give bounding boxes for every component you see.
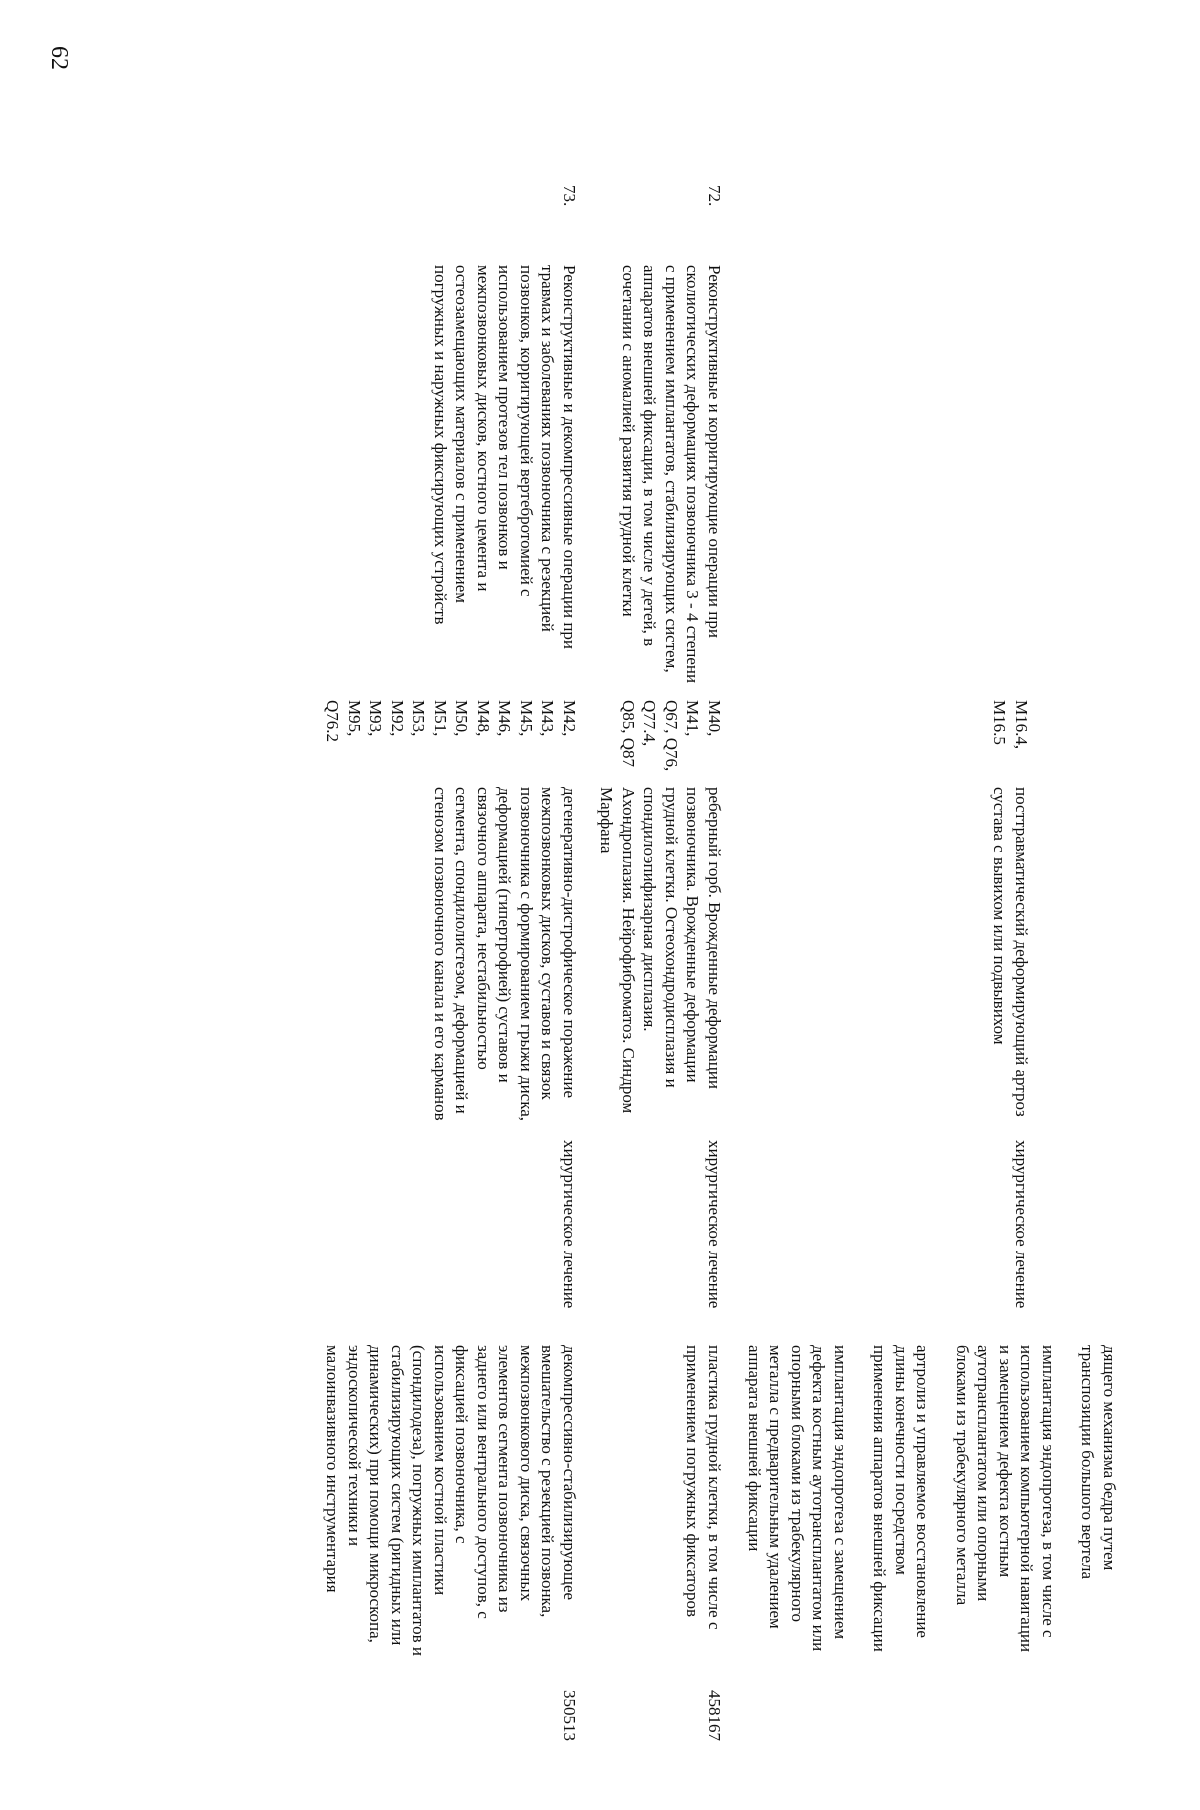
icd-codes: М42, М43, М45, М46, М48, М50, М51, М53, М92, М93, М95, Q76.2 [323,700,579,743]
treatment-type: хирургическое лечение [560,1140,579,1309]
method-item: пластика грудной клетки, в том числе с применением погружных фиксаторов [683,1345,724,1630]
treatment-methods [726,1345,1121,1660]
method-item: артролиз и управляемое восстановление длины конечности посредством применения аппаратов внешней фиксации [870,1345,933,1652]
method-item: дящего механизма бедра путем транспозиции большого вертела [1078,1345,1119,1580]
patient-model: посттравматический деформирующий артроз сустава с вывихом или подвывихом [990,787,1031,1117]
procedure-name: Реконструктивные и декомпрессивные операции при травмах и заболеваниях позвоночника с резекцией позвонков, корригирующей вертебротомией с использованием протезов тел позвонков и межпозвонковых дисков, костного цемента и остеозамещающих материалов с применением погружных и наружных фиксирующих устройств [431,265,579,650]
patient-model: дегенеративно-дистрофическое поражение межпозвонковых дисков, суставов и связок позвоночника с формированием грыжи диска, деформацией (гипертрофией) суставов и связочного аппарата, нестабильностью сегмента, спондилолистезом, деформацией и стенозом позвоночного канала и его карманов [431,787,579,1122]
treatment-methods [322,1345,580,1660]
cost-value: 350513 [560,1690,579,1741]
icd-codes: М16.4, М16.5 [990,700,1031,750]
method-item: имплантация эндопротеза, в том числе с использованием компьютерной навигации и замещением дефекта костным аутотрансплантатом или опорными блоками из трабекулярного металла [953,1345,1058,1653]
treatment-methods [682,1345,725,1660]
page-number: 62 [46,46,72,70]
table-body [100,185,1120,1741]
patient-model: реберный горб. Врожденные деформации позвоночника. Врожденные деформации грудной клетки. Остеохондродисплазия и спондилоэпифизарная дисплазия. Ахондроплазия. Нейрофиброматоз. Синдром Марфана [597,787,724,1114]
method-item: декомпрессивно-стабилизирующее вмешательство с резекцией позвонка, межпозвонкового диска, связочных элементов сегмента позвоночника из заднего или вентрального доступов, с фиксацией позвоночника, с использованием костной пластики (спондилодеза), погружных имплантатов и стабилизирующих систем (ригидных или динамических) при помощи микроскопа, эндоскопической техники и малоинвазивного инструментария [323,1345,579,1657]
treatment-type: хирургическое лечение [1012,1140,1031,1309]
method-item: имплантация эндопротеза с замещением дефекта костным аутотрансплантатом или опорными блоками из трабекулярного металла с предварительным удалением аппарата внешней фиксации [745,1345,850,1652]
cost-value: 458167 [705,1690,724,1741]
row-number: 73. [560,185,579,207]
icd-codes: М40, М41, Q67, Q76, Q77.4, Q85, Q87 [619,700,724,772]
row-number: 72. [705,185,724,207]
procedure-name: Реконструктивные и корригирующие операции при сколиотических деформациях позвоночника 3 - 4 степени с применением имплантатов, стабилизирующих систем, аппаратов внешней фиксации, в том числе у детей, в сочетании с аномалией развития грудной клетки [619,265,724,684]
treatment-type: хирургическое лечение [705,1140,724,1309]
